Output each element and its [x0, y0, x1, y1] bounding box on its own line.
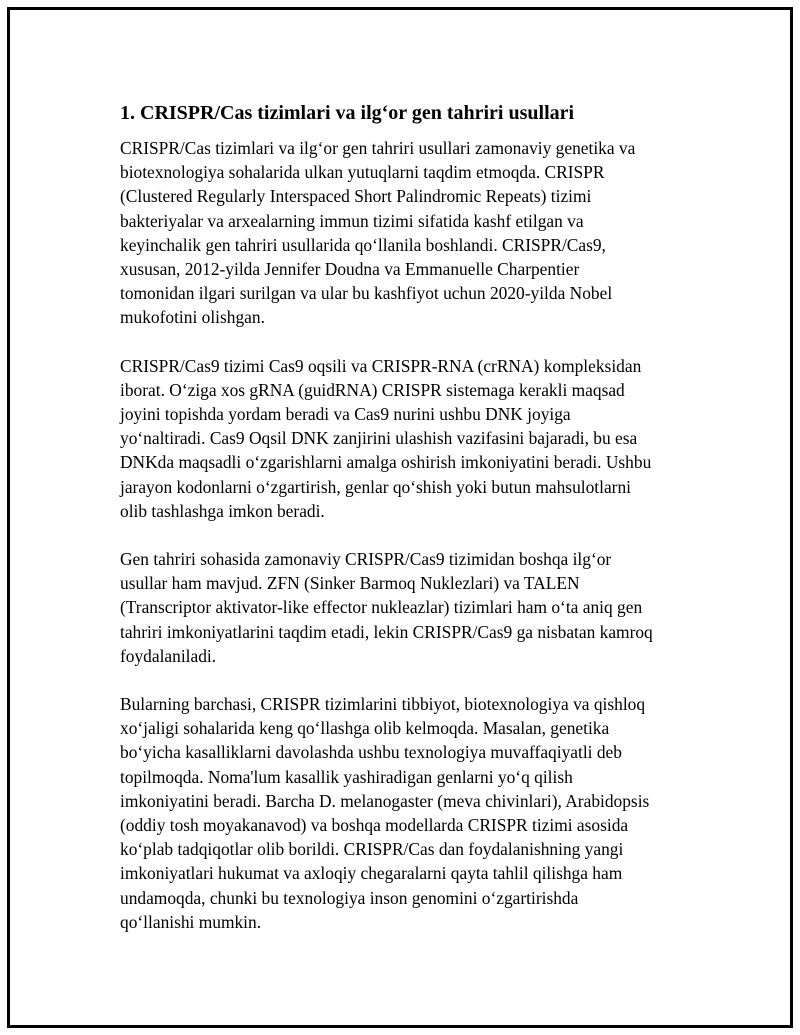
paragraph-3: Gen tahriri sohasida zamonaviy CRISPR/Cas9 tizimidan boshqa ilg‘or usullar ham mavjud. ZFN (Sinker Barmoq Nuklezlari) va TALEN (Transcriptor aktivator-like effector nukleazlar) tizimlari ham o‘ta aniq gen tahriri imkoniyatlarini taqdim etadi, lekin CRISPR/Cas9 ga nisbatan kamroq foydalaniladi. [120, 549, 653, 666]
page-frame [7, 7, 793, 1028]
document-body [120, 100, 700, 958]
paragraph-4: Bularning barchasi, CRISPR tizimlarini tibbiyot, biotexnologiya va qishloq xo‘jaligi sohalarida keng qo‘llashga olib kelmoqda. Masalan, genetika bo‘yicha kasalliklarni davolashda ushbu texnologiya muvaffaqiyatli deb topilmoqda. Noma'lum kasallik yashiradigan genlarni yo‘q qilish imkoniyatini beradi. Barcha D. melanogaster (meva chivinlari), Arabidopsis (oddiy tosh moyakanavod) va boshqa modellarda CRISPR tizimi asosida ko‘plab tadqiqotlar olib borildi. CRISPR/Cas dan foydalanishning yangi imkoniyatlari hukumat va axloqiy chegaralarni qayta tahlil qilishga ham undamoqda, chunki bu texnologiya inson genomini o‘zgartirishda qo‘llanishi mumkin. [120, 694, 650, 932]
section-heading: 1. CRISPR/Cas tizimlari va ilg‘or gen tahriri usullari [120, 102, 575, 124]
paragraph-1: CRISPR/Cas tizimlari va ilg‘or gen tahriri usullari zamonaviy genetika va biotexnologiya sohalarida ulkan yutuqlarni taqdim etmoqda. CRISPR (Clustered Regularly Interspaced Short Palindromic Repeats) tizimi bakteriyalar va arxealarning immun tizimi sifatida kashf etilgan va keyinchalik gen tahriri usullarida qo‘llanila boshlandi. CRISPR/Cas9, xususan, 2012-yilda Jennifer Doudna va Emmanuelle Charpentier tomonidan ilgari surilgan va ular bu kashfiyot uchun 2020-yilda Nobel mukofotini olishgan. [120, 138, 636, 328]
paragraph-2: CRISPR/Cas9 tizimi Cas9 oqsili va CRISPR-RNA (crRNA) kompleksidan iborat. O‘ziga xos gRNA (guidRNA) CRISPR sistemaga kerakli maqsad joyini topishda yordam beradi va Cas9 nurini ushbu DNK joyiga yo‘naltiradi. Cas9 Oqsil DNK zanjirini ulashish vazifasini bajaradi, bu esa DNKda maqsadli o‘zgarishlarni amalga oshirish imkoniyatini beradi. Ushbu jarayon kodonlarni o‘zgartirish, genlar qo‘shish yoki butun mahsulotlarni olib tashlashga imkon beradi. [120, 355, 652, 521]
